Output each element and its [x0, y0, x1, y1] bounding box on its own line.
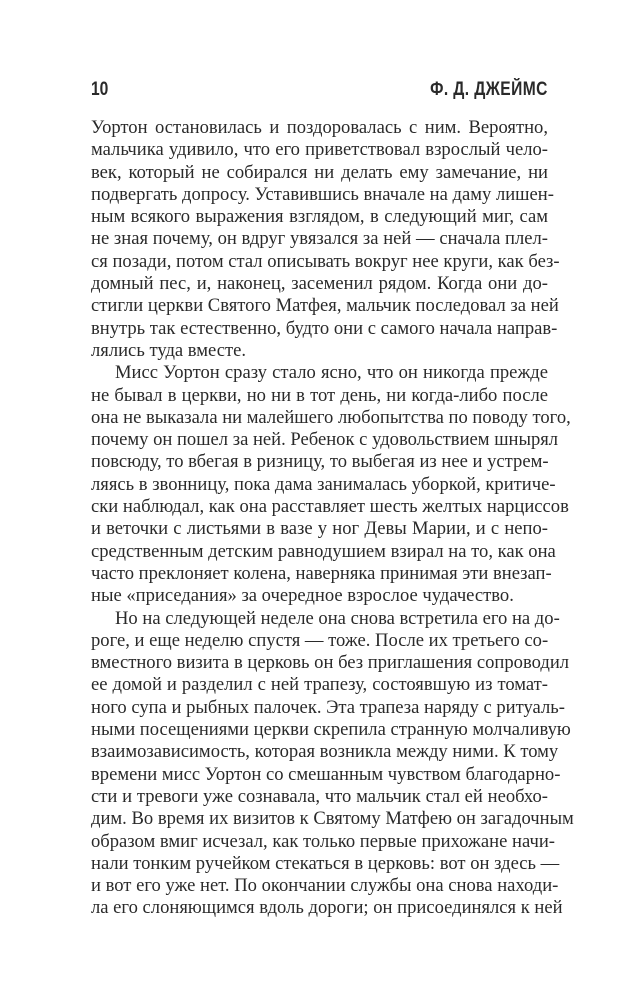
text-line: вместного визита в церковь он без приглашения сопроводил	[91, 652, 570, 674]
text-line: ся позади, потом стал описывать вокруг нее круги, как без-	[91, 250, 560, 272]
text-line: времени мисс Уортон со смешанным чувством благодарно-	[91, 763, 561, 785]
text-line: Мисс Уортон сразу стало ясно, что он никогда прежде	[115, 362, 548, 384]
text-line: ее домой и разделил с ней трапезу, состоявшую из томат-	[91, 674, 548, 696]
page-number: 10	[91, 79, 109, 100]
text-line: она не выказала ни малейшего любопытства по поводу того,	[91, 406, 571, 428]
text-line: часто преклоняет колена, наверняка принимая эти внезап-	[91, 562, 552, 584]
paragraph	[91, 362, 571, 607]
text-line: внутрь так естественно, будто они с самого начала направ-	[91, 317, 558, 339]
body-text	[91, 117, 574, 920]
text-line: домный пес, и, наконец, засеменил рядом. Когда они до-	[91, 273, 548, 295]
text-line: Уортон остановилась и поздоровалась с ним. Вероятно,	[91, 117, 548, 138]
text-line: нали тонким ручейком стекаться в церковь: вот он здесь —	[91, 852, 560, 874]
running-header	[91, 77, 548, 103]
text-line: стигли церкви Святого Матфея, мальчик последовал за ней	[91, 295, 559, 317]
text-line: ным всякого выражения взглядом, в следующий миг, сам	[91, 206, 548, 228]
text-line: ски наблюдал, как она расставляет шесть желтых нарциссов	[91, 496, 569, 518]
text-line: ляясь в звонницу, пока дама занималась уборкой, критиче-	[91, 473, 556, 495]
text-line: образом вмиг исчезал, как только первые прихожане начи-	[91, 830, 555, 852]
text-line: не бывал в церкви, но ни в тот день, ни когда-либо после	[91, 384, 548, 406]
text-line: Но на следующей неделе она снова встретила его на до-	[115, 607, 560, 629]
paragraph	[91, 607, 574, 920]
text-line: средственным детским равнодушием взирал на то, как она	[91, 540, 556, 562]
text-line: лялись туда вместе.	[91, 339, 247, 361]
text-line: и вот его уже нет. По окончании службы она снова находи-	[91, 875, 559, 897]
text-line: не зная почему, он вдруг увязался за ней — сначала плел-	[91, 228, 548, 250]
paragraph	[91, 117, 560, 362]
text-line: повсюду, то вбегая в ризницу, то выбегая из нее и устрем-	[91, 451, 549, 473]
text-line: почему он пошел за ней. Ребенок с удовольствием шнырял	[91, 429, 559, 451]
text-line: мальчика удивило, что его приветствовал взрослый чело-	[91, 139, 548, 161]
text-line: подвергать допросу. Уставившись вначале на даму лишен-	[91, 183, 554, 205]
text-line: ного супа и рыбных палочек. Эта трапеза наряду с ритуаль-	[91, 696, 565, 718]
text-line: роге, и еще неделю спустя — тоже. После их третьего со-	[91, 629, 549, 651]
text-line: и веточки с листьями в вазе у ног Девы Марии, и с непо-	[91, 518, 548, 540]
text-line: ла его слоняющимся вдоль дороги; он присоединялся к ней	[91, 897, 563, 919]
running-header-author: Ф. Д. ДЖЕЙМС	[430, 79, 548, 100]
text-line: сти и тревоги уже сознавала, что мальчик стал ей необхо-	[91, 785, 548, 807]
text-line: ными посещениями церкви скрепила странную молчаливую	[91, 719, 571, 741]
text-line: взаимозависимость, которая возникла между ними. К тому	[91, 741, 559, 763]
text-line: век, который не собирался ни делать ему замечание, ни	[91, 161, 548, 183]
text-line: ные «приседания» за очередное взрослое чудачество.	[91, 585, 514, 607]
text-line: дим. Во время их визитов к Святому Матфею он загадочным	[91, 808, 574, 830]
